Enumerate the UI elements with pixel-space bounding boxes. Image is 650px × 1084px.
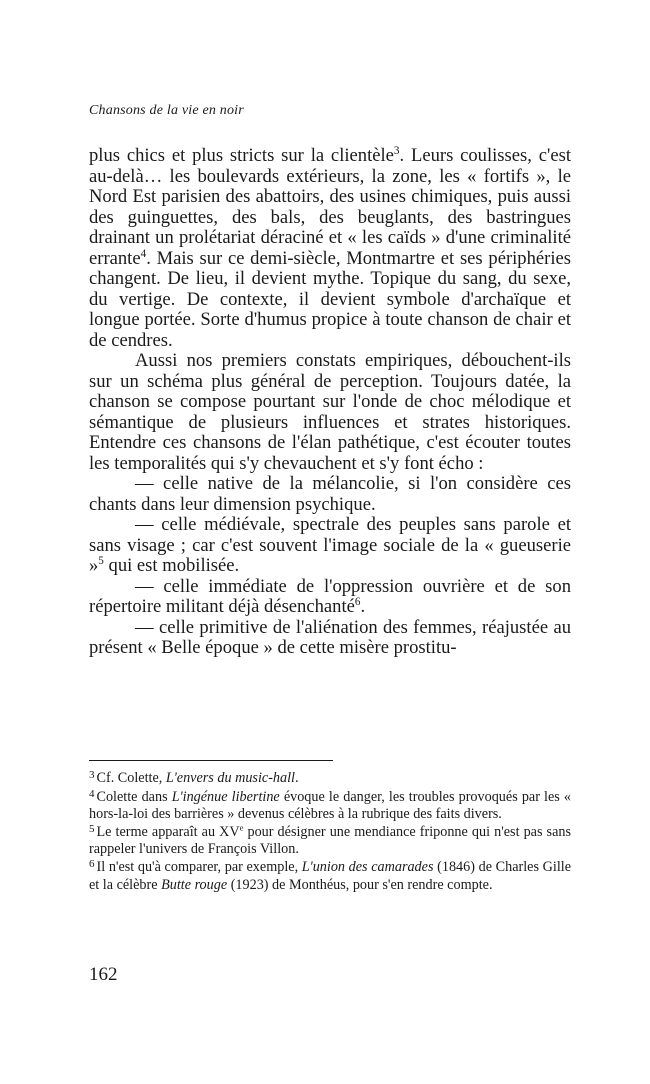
paragraph-6: — celle primitive de l'aliénation des femmes, réajustée au présent « Belle époque » de cette misère prostitu-: [89, 616, 571, 658]
footnote-6: $^6$ Il n'est qu'à comparer, par exemple, L'union des camarades (1846) de Charles Gille et la célèbre Butte rouge (1923) de Monthéus, pour s'en rendre compte.: [89, 857, 571, 893]
main-text: [89, 146, 571, 659]
footnote-ref-4[interactable]: 4: [140, 247, 147, 260]
paragraph-5: — celle immédiate de l'oppression ouvrière et de son répertoire militant déjà désenchanté$^6$.: [89, 575, 571, 617]
footnote-ref-3[interactable]: 3: [393, 144, 400, 157]
footnotes: [89, 770, 571, 894]
footnote-ref-6[interactable]: 6: [354, 595, 361, 608]
page-number: 162: [89, 964, 118, 985]
footnote-ref-5[interactable]: 5: [98, 554, 104, 567]
footnote-5: $^5$ Le terme apparaît au XVe pour désigner une mendiance friponne qui n'est pas sans rappeler l'univers de François Villon.: [89, 822, 571, 858]
paragraph-2: Aussi nos premiers constats empiriques, débouchent-ils sur un schéma plus général de perception. Toujours datée, la chanson se compose pourtant sur l'onde de choc mélodique et sémantique de plusieurs influences et strates historiques. Entendre ces chansons de l'élan pathétique, c'est écouter toutes les temporalités qui s'y chevauchent et s'y font écho :: [89, 350, 571, 474]
paragraph-1: plus chics et plus stricts sur la clientèle$^3$. Leurs coulisses, c'est au-delà… les boulevards extérieurs, la zone, les « fortifs », le Nord Est parisien des abattoirs, des usines chimiques, puis aussi des guinguettes, des bals, des beuglants, des bastringues drainant un prolétariat déraciné et « les caïds » d'une criminalité errante$^4$. Mais sur ce demi-siècle, Montmartre et ses périphéries changent. De lieu, il devient mythe. Topique du sang, du sexe, du vertige. De contexte, il devient symbole d'archaïque et longue portée. Sorte d'humus propice à toute chanson de chair et de cendres.: [89, 144, 571, 351]
paragraph-4: — celle médiévale, spectrale des peuples sans parole et sans visage ; car c'est souvent l'image sociale de la « gueuserie »$^5$ qui est mobilisée.: [89, 514, 571, 576]
footnote-separator: [89, 760, 333, 761]
footnote-4: $^4$ Colette dans L'ingénue libertine évoque le danger, les troubles provoqués par les « hors-la-loi des barrières » devenus célèbres à la rubrique des faits divers.: [89, 787, 571, 823]
paragraph-3: — celle native de la mélancolie, si l'on considère ces chants dans leur dimension psychique.: [89, 473, 571, 515]
running-header: Chansons de la vie en noir: [89, 103, 244, 118]
footnote-3: $^3$ Cf. Colette, L'envers du music-hall.: [89, 769, 299, 786]
